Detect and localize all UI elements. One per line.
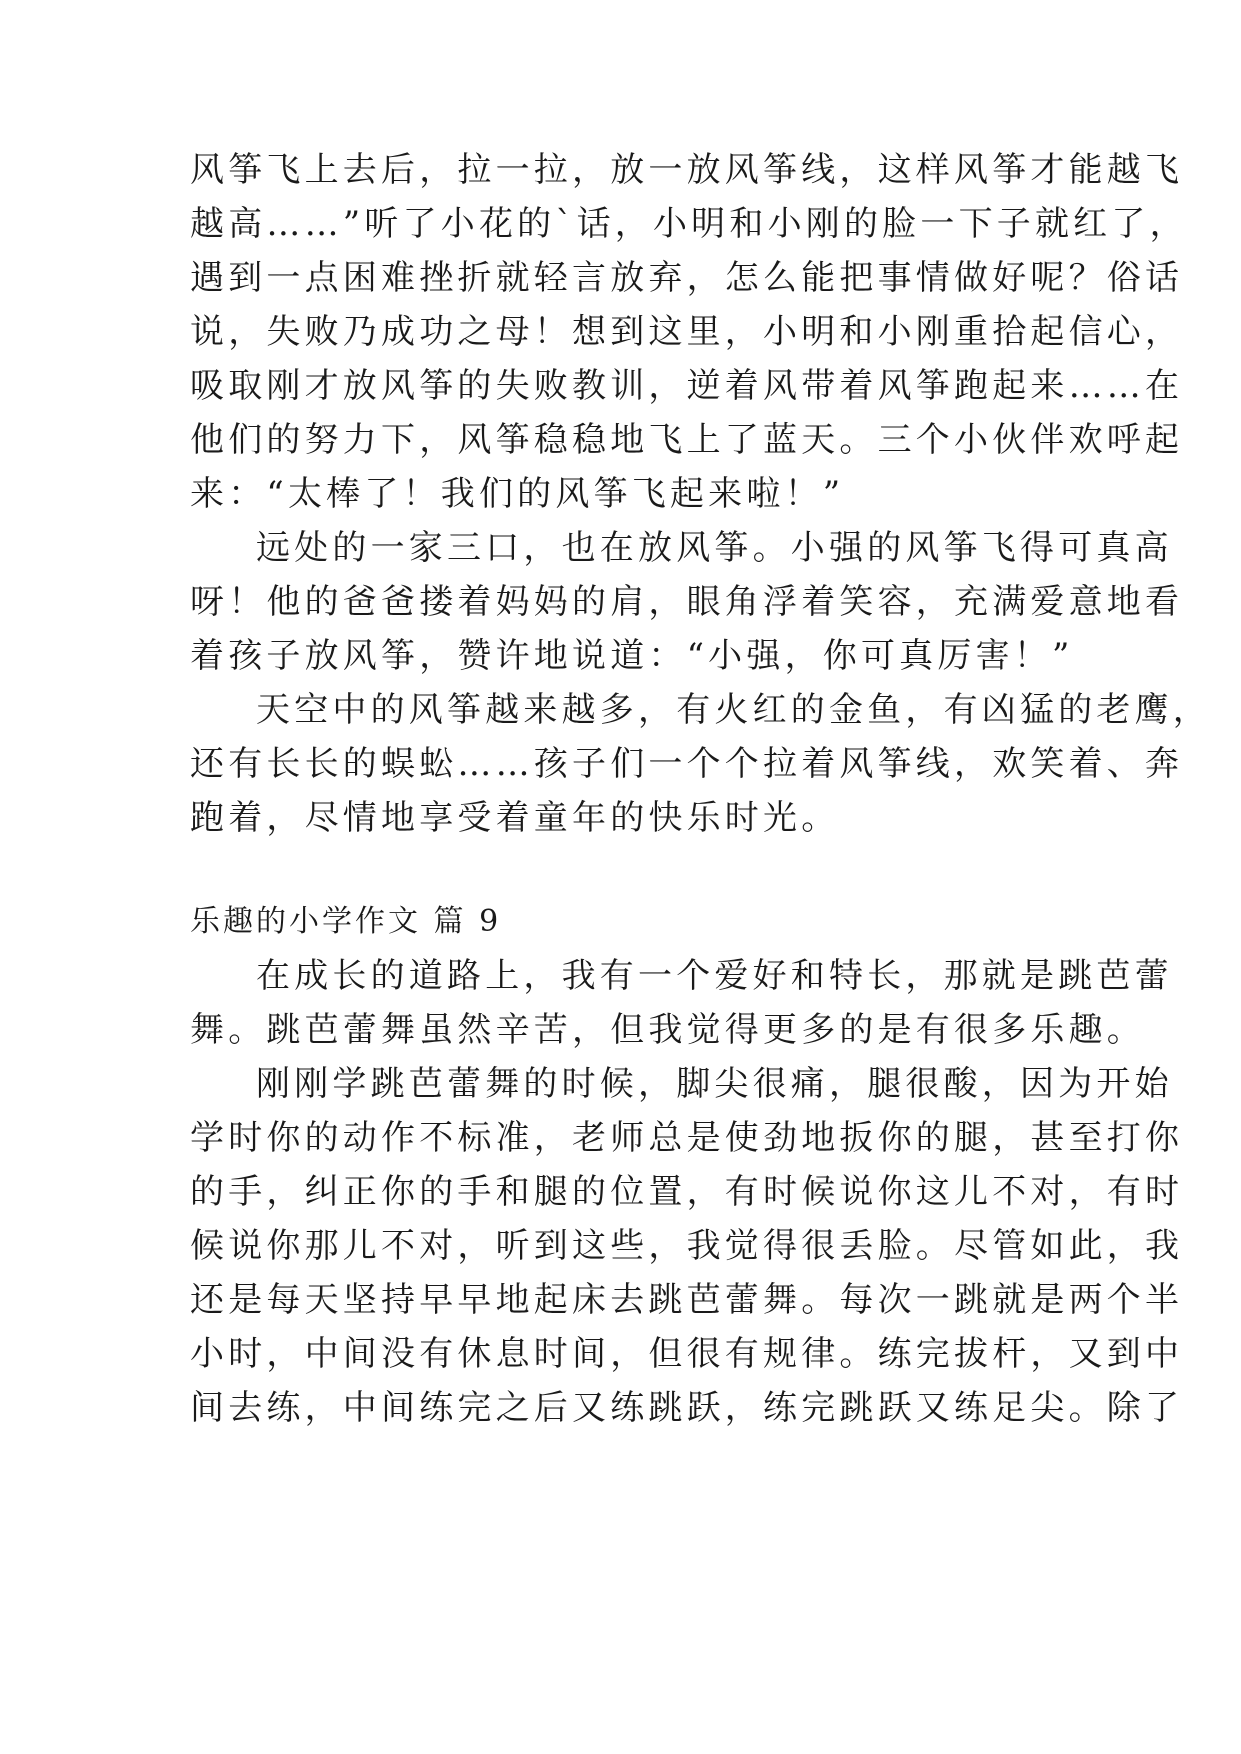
paragraph-line: 他们的努力下，风筝稳稳地飞上了蓝天。三个小伙伴欢呼起	[190, 420, 1184, 460]
paragraph-line: 在成长的道路上，我有一个爱好和特长，那就是跳芭蕾	[256, 956, 1173, 996]
paragraph-line: 还有长长的蜈蚣……孩子们一个个拉着风筝线，欢笑着、奔	[190, 744, 1184, 784]
paragraph-line: 学时你的动作不标准，老师总是使劲地扳你的腿，甚至打你	[190, 1118, 1184, 1158]
paragraph-line: 说，失败乃成功之母！想到这里，小明和小刚重拾起信心，	[190, 312, 1184, 352]
paragraph-line: 候说你那儿不对，听到这些，我觉得很丢脸。尽管如此，我	[190, 1226, 1184, 1266]
paragraph-line: 天空中的风筝越来越多，有火红的金鱼，有凶猛的老鹰，	[256, 690, 1211, 730]
paragraph-line: 跑着，尽情地享受着童年的快乐时光。	[190, 798, 840, 838]
paragraph-line: 远处的一家三口，也在放风筝。小强的风筝飞得可真高	[256, 528, 1173, 568]
paragraph-line: 吸取刚才放风筝的失败教训，逆着风带着风筝跑起来……在	[190, 366, 1184, 406]
paragraph-line: 越高……”听了小花的`话，小明和小刚的脸一下子就红了，	[190, 204, 1188, 244]
essay-title: 乐趣的小学作文 篇 9	[190, 904, 502, 939]
paragraph-line: 刚刚学跳芭蕾舞的时候，脚尖很痛，腿很酸，因为开始	[256, 1064, 1173, 1104]
paragraph-line: 遇到一点困难挫折就轻言放弃，怎么能把事情做好呢？俗话	[190, 258, 1184, 298]
paragraph-line: 还是每天坚持早早地起床去跳芭蕾舞。每次一跳就是两个半	[190, 1280, 1184, 1320]
paragraph-line: 着孩子放风筝，赞许地说道：“小强，你可真厉害！”	[190, 636, 1074, 676]
paragraph-line: 呀！他的爸爸搂着妈妈的肩，眼角浮着笑容，充满爱意地看	[190, 582, 1184, 622]
paragraph-line: 的手，纠正你的手和腿的位置，有时候说你这儿不对，有时	[190, 1172, 1184, 1212]
paragraph-line: 舞。跳芭蕾舞虽然辛苦，但我觉得更多的是有很多乐趣。	[190, 1010, 1145, 1050]
paragraph-line: 来：“太棒了！我们的风筝飞起来啦！”	[190, 474, 845, 514]
paragraph-line: 间去练，中间练完之后又练跳跃，练完跳跃又练足尖。除了	[190, 1388, 1184, 1428]
paragraph-line: 小时，中间没有休息时间，但很有规律。练完拔杆，又到中	[190, 1334, 1184, 1374]
paragraph-line: 风筝飞上去后，拉一拉，放一放风筝线，这样风筝才能越飞	[190, 150, 1184, 190]
